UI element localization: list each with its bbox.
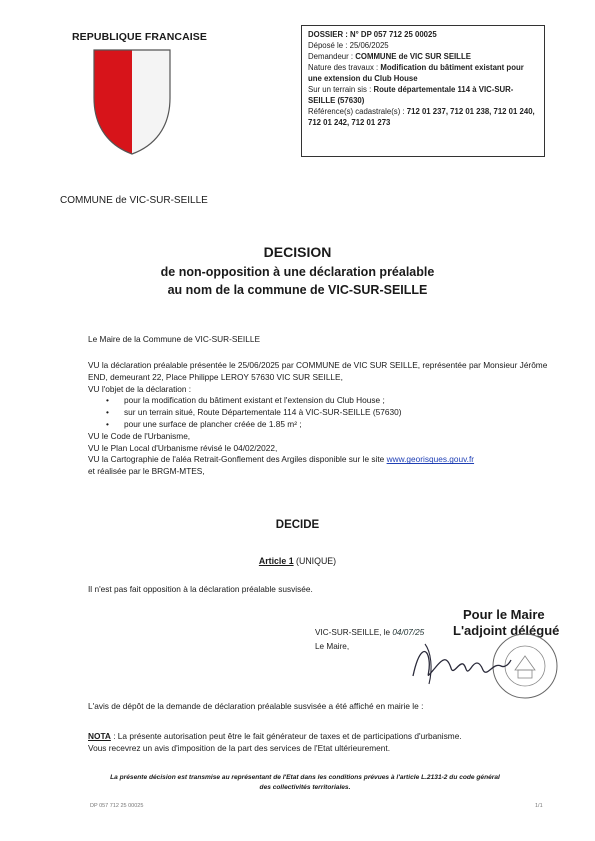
republic-header: REPUBLIQUE FRANCAISE [72,31,208,43]
vu-plu: VU le Plan Local d'Urbanisme révisé le 04/02/2022, [88,442,278,453]
footer-reference: DP 057 712 25 00025 [90,803,144,809]
dossier-cadastral: Référence(s) cadastrale(s) : 712 01 237, 712 01 238, 712 01 240, 712 01 242, 712 01 273 [308,107,535,127]
decide-heading: DECIDE [275,519,320,531]
stamp-adjoint: L'adjoint délégué [453,623,560,638]
stamp-pour-le-maire: Pour le Maire [463,607,545,622]
vu-objet: VU l'objet de la déclaration : [88,383,192,394]
decision-subtitle-1: de non-opposition à une déclaration préalable [160,265,435,279]
mayor-signature-icon [405,638,515,688]
signature-place-date: VIC-SUR-SEILLE, le 04/07/25 [315,628,425,637]
georisques-link[interactable]: www.georisques.gouv.fr [386,454,475,465]
signature-role: Le Maire, [315,642,350,651]
shield-left-half [94,50,132,154]
vu-cartographie: VU la Cartographie de l'aléa Retrait-Gonflement des Argiles disponible sur le site www.georisques.gouv.fr [88,454,475,465]
commune-shield-icon [88,46,176,158]
vu-brgm: et réalisée par le BRGM-MTES, [88,466,205,477]
vu-code: VU le Code de l'Urbanisme, [88,430,191,441]
shield-right-half [132,50,170,154]
dossier-number: DOSSIER : N° DP 057 712 25 00025 [308,30,437,39]
article-heading: Article 1 (UNIQUE) [258,556,337,566]
decision-subtitle-2: au nom de la commune de VIC-SUR-SEILLE [167,283,428,297]
dossier-location: Sur un terrain sis : Route départementale 114 à VIC-SUR-SEILLE (57630) [308,85,514,105]
dossier-nature: Nature des travaux : Modification du bâtiment existant pour une extension du Club House [308,63,524,83]
legal-footer: La présente décision est transmise au représentant de l'Etat dans les conditions prévues à l'article L.2131-2 du code général des collectivités territoriales. [110,774,500,791]
decision-title: DECISION [263,244,332,260]
page-number: 1/1 [535,803,543,809]
objet-list [88,395,558,430]
list-item: • pour une surface de plancher créée de 1.85 m² ; [124,419,558,431]
posting-notice: L'avis de dépôt de la demande de déclaration préalable susvisée a été affiché en mairie le : [88,701,424,711]
dossier-box [301,25,545,157]
signature-date: 04/07/25 [392,628,425,637]
decision-body [88,360,558,478]
nota-line-2: Vous recevrez un avis d'imposition de la part des services de l'Etat ultérieurement. [88,743,391,753]
dossier-deposit: Déposé le : 25/06/2025 [308,41,389,50]
non-opposition-text: Il n'est pas fait opposition à la déclaration préalable susvisée. [88,584,313,594]
list-item: • sur un terrain situé, Route Départementale 114 à VIC-SUR-SEILLE (57630) [124,407,558,419]
nota-line-1: NOTA : La présente autorisation peut être le fait générateur de taxes et de participations d'urbanisme. [88,731,462,741]
list-item: • pour la modification du bâtiment existant et l'extension du Club House ; [124,395,558,407]
nota-block [88,730,568,754]
commune-name: COMMUNE de VIC-SUR-SEILLE [60,195,208,206]
mayor-heading: Le Maire de la Commune de VIC-SUR-SEILLE [88,334,261,344]
vu-declaration: VU la déclaration préalable présentée le 25/06/2025 par COMMUNE de VIC SUR SEILLE, représentée par Monsieur Jérôme END, demeurant 22, Place Philippe LEROY 57630 VIC SUR SEILLE, [88,360,548,382]
dossier-applicant: Demandeur : COMMUNE de VIC SUR SEILLE [308,52,471,61]
